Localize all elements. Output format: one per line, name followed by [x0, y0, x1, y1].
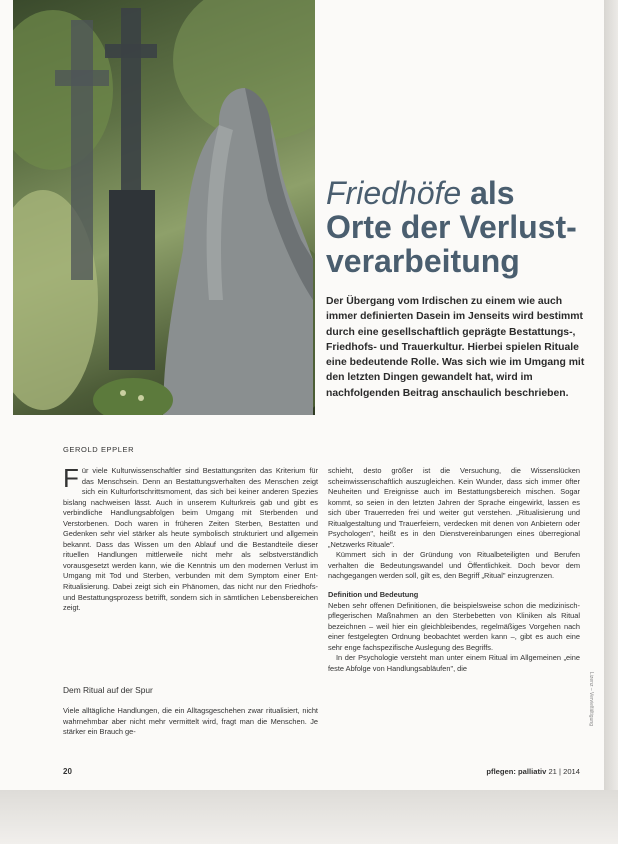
side-license-note: Lizenz – Vervielfältigung	[588, 672, 594, 726]
page-edge-shadow	[604, 0, 618, 844]
journal-issue: 21 | 2014	[548, 767, 580, 776]
paragraph-text: Viele alltägliche Handlungen, die ein Alltagsgeschehen zwar ritualisiert, nicht wahrnehmbar aber nicht mehr vermittelt wird, fragt man die Menschen. Je stärker ein Brauch ge-	[63, 706, 318, 737]
body-paragraph	[63, 463, 318, 614]
title-part-1: als	[461, 175, 515, 211]
article-title	[326, 176, 596, 278]
paragraph-text: ür viele Kulturwissenschaftler sind Bestattungsriten das Kriterium für das Menschsein. Denn an Bestattungsverhalten des Menschen zeigt sich ein Kulturfortschrittsmoment, das sich bei keiner anderen Spezies bislang nachweisen lässt. Auch in unserem Kulturkreis gab und gibt es verbindliche Handlungsabfolgen beim Umgang mit Sterbenden und Verstorbenen. Doch waren in früheren Zeiten Sterben, Bestatten und Gedenken sehr viel stärker als heute symbolisch strukturiert und allgemein bekannt. Dass das Wissen um den Ablauf und die Bestandteile dieser rituellen Handlungen mittlerweile nicht mehr als selbstverständlich vorausgesetzt werden kann, wie die Kenntnis um den modernen Verlust im Umgang mit Tod und Sterben, verbunden mit dem Symptom einer Ent-Ritualisierung. Dabei zeigt sich ein Phänomen, das nicht nur den Friedhofs- und Bestattungsprozess betrifft, sondern sich in sämtlichen Lebensbereichen zeigt.	[63, 466, 318, 613]
title-line-3: verarbeitung	[326, 243, 520, 279]
journal-footer	[486, 767, 580, 776]
paragraph-text: Neben sehr offenen Definitionen, die beispielsweise schon die medizinisch-pflegerischen Maßnahmen an den Sterbebetten von Kliniken als Ritual bezeichnen – weil hier ein gleichbleibendes, regelmäßiges Vorgehen nach einer festgelegten Ordnung beobachtet werden kann –, gibt es auch eine sehr enge fachspezifische Auslegung des Begriffs.	[328, 600, 580, 652]
section-heading: Dem Ritual auf der Spur	[63, 685, 153, 695]
drop-cap: F	[63, 463, 79, 493]
title-italic-part: Friedhöfe	[326, 175, 462, 211]
body-column-left-continued	[63, 706, 318, 738]
subsection-heading: Definition und Bedeutung	[328, 590, 419, 600]
journal-name: pflegen: palliativ	[486, 767, 547, 776]
cemetery-photo	[13, 0, 315, 415]
title-line-2: Orte der Verlust-	[326, 209, 577, 245]
cemetery-illustration	[13, 0, 315, 415]
paragraph-text: schieht, desto größer ist die Versuchung, die Wissenslücken scheinwissenschaftlich auszugleichen. Kein Wunder, dass sich immer öfter Neuheiten und Ereignisse auch im Bestattungsbereich mischen. Sogar kommt, so seien in den letzten Jahren der Sprache eingewirkt, lassen es sich über Trauerreden frei und weiter gut verstehen. „Ritualisierung und Ritualgestaltung und Trauerfeiern, verdecken mit denen von Anbietern oder Psychologen", heißt es in den Dienstvereinbarungen eines überregional „Netzwerks Rituale".	[328, 466, 580, 549]
body-column-left	[63, 463, 318, 614]
scan-background	[0, 790, 618, 844]
paragraph-text: In der Psychologie versteht man unter einem Ritual im Allgemeinen „eine feste Abfolge von Handlungsabläufen", die	[328, 653, 580, 673]
page-number: 20	[63, 767, 72, 776]
paragraph-text: Kümmert sich in der Gründung von Ritualbeteiligten und Berufen verhalten die Bedeutungswandel und Öffentlichkeit. Doch bevor dem nachgegangen werden soll, gilt es, den Begriff „Ritual" einzugrenzen.	[328, 550, 580, 581]
article-lead: Der Übergang vom Irdischen zu einem wie auch immer definierten Dasein im Jenseits wird bestimmt durch eine gesellschaftlich geprägte Bestattungs-, Friedhofs- und Trauerkultur. Hierbei spielen Rituale eine bedeutende Rolle. Was sich wie im Umgang mit den letzten Dingen gewandelt hat, wird im nachfolgenden Beitrag anschaulich beschrieben.	[326, 296, 585, 399]
body-column-right	[328, 466, 580, 674]
author-byline: GEROLD EPPLER	[63, 445, 135, 454]
